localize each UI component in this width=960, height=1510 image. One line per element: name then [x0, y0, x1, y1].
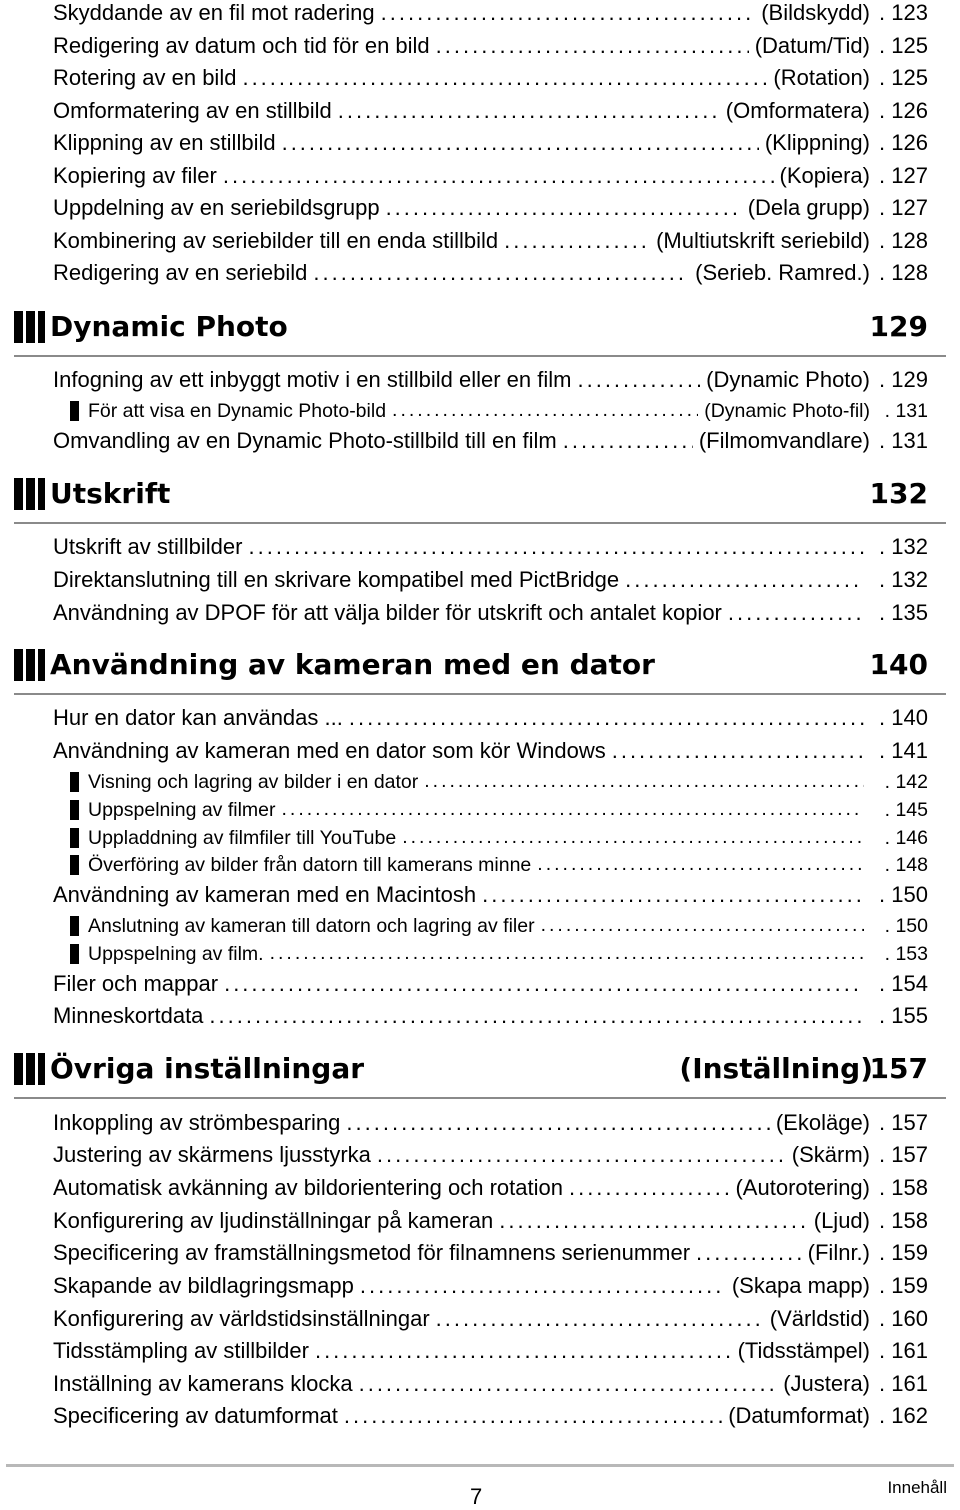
- toc-entry[interactable]: [53, 30, 928, 62]
- entry-ref: (Multiutskrift seriebild): [656, 228, 870, 253]
- dot-leader: [338, 100, 720, 122]
- entry-ref: (Serieb. Ramred.): [695, 260, 870, 285]
- section-heading[interactable]: [14, 311, 946, 357]
- entry-ref: (Dela grupp): [747, 195, 870, 220]
- entry-ref: (Omformatera): [725, 98, 870, 123]
- section-heading[interactable]: [14, 649, 946, 695]
- dot-leader: [270, 944, 864, 964]
- entry-title: Kopiering av filer: [53, 163, 217, 188]
- toc-subentry[interactable]: [70, 912, 928, 940]
- entry-title: Inställning av kamerans klocka: [53, 1371, 353, 1396]
- entry-title: Redigering av en seriebild: [53, 260, 308, 285]
- entry-title: Skyddande av en fil mot radering: [53, 0, 375, 25]
- toc-entry[interactable]: [53, 879, 928, 911]
- dot-leader: [537, 855, 864, 875]
- dot-leader: [313, 262, 689, 284]
- toc-entry[interactable]: [53, 531, 928, 563]
- entry-ref: (Kopiera): [779, 163, 870, 188]
- dot-leader: [377, 1144, 786, 1166]
- entry-title: Utskrift av stillbilder: [53, 534, 243, 559]
- entry-title: Minneskortdata: [53, 1003, 204, 1028]
- entry-ref: (Dynamic Photo): [706, 367, 870, 392]
- toc-entry[interactable]: [53, 735, 928, 767]
- toc-entry[interactable]: [53, 1237, 928, 1269]
- entry-title: Redigering av datum och tid för en bild: [53, 33, 430, 58]
- dot-leader: [696, 1242, 802, 1264]
- entry-title: Kombinering av seriebilder till en enda stillbild: [53, 228, 499, 253]
- entry-title: Konfigurering av världstidsinställningar: [53, 1306, 430, 1331]
- entry-title: Hur en dator kan användas ...: [53, 705, 343, 730]
- bullet-marker-icon: [70, 916, 79, 936]
- toc-entry[interactable]: [53, 968, 928, 1000]
- dot-leader: [346, 1112, 769, 1134]
- entry-title: Användning av DPOF för att välja bilder för utskrift och antalet kopior: [53, 600, 722, 625]
- entry-title: Inkoppling av strömbesparing: [53, 1110, 341, 1135]
- section-page: 140: [869, 648, 928, 681]
- dot-leader: [349, 707, 864, 729]
- entry-page: . 161: [870, 1338, 928, 1364]
- entry-title: Konfigurering av ljudinställningar på kameran: [53, 1208, 494, 1233]
- entry-page: . 162: [870, 1403, 928, 1429]
- section-bar-icon: [14, 478, 45, 510]
- entry-page: . 157: [870, 1110, 928, 1136]
- dot-leader: [612, 740, 864, 762]
- entry-title: Användning av kameran med en Macintosh: [53, 882, 477, 907]
- entry-title: Omformatering av en stillbild: [53, 98, 332, 123]
- toc-entry[interactable]: [53, 225, 928, 257]
- toc-entry[interactable]: [53, 597, 928, 629]
- toc-entry[interactable]: [53, 192, 928, 224]
- section-heading[interactable]: [14, 1053, 946, 1099]
- entry-title: Uppdelning av en seriebildsgrupp: [53, 195, 380, 220]
- entry-page: . 141: [870, 738, 928, 764]
- section-page: 157: [869, 1052, 928, 1085]
- toc-entry[interactable]: [53, 1335, 928, 1367]
- entry-page: . 150: [870, 882, 928, 908]
- dot-leader: [386, 197, 742, 219]
- entry-page: . 142: [870, 771, 928, 794]
- entry-ref: (Datum/Tid): [754, 33, 870, 58]
- entry-ref: (Ekoläge): [775, 1110, 870, 1135]
- dot-leader: [315, 1340, 732, 1362]
- entry-page: . 154: [870, 971, 928, 997]
- entry-page: . 158: [870, 1208, 928, 1234]
- entry-page: . 131: [870, 428, 928, 454]
- entry-page: . 126: [870, 98, 928, 124]
- entry-title: Omvandling av en Dynamic Photo-stillbild till en film: [53, 428, 557, 453]
- entry-ref: (Bildskydd): [761, 0, 870, 25]
- entry-page: . 160: [870, 1306, 928, 1332]
- entry-ref: (Skärm): [791, 1142, 870, 1167]
- dot-leader: [424, 772, 864, 792]
- entry-title: Tidsstämpling av stillbilder: [53, 1338, 309, 1363]
- dot-leader: [569, 1177, 730, 1199]
- entry-title: Automatisk avkänning av bildorientering och rotation: [53, 1175, 563, 1200]
- toc-entry[interactable]: [53, 1270, 928, 1302]
- entry-page: . 150: [870, 915, 928, 938]
- entry-page: . 131: [870, 400, 928, 423]
- section-title: Utskrift: [50, 477, 171, 510]
- entry-title: Specificering av datumformat: [53, 1403, 338, 1428]
- entry-title: För att visa en Dynamic Photo-bild: [88, 399, 387, 422]
- dot-leader: [223, 165, 774, 187]
- entry-page: . 155: [870, 1003, 928, 1029]
- entry-ref: (Klippning): [764, 130, 870, 155]
- dot-leader: [402, 828, 864, 848]
- dot-leader: [344, 1405, 722, 1427]
- entry-page: . 129: [870, 367, 928, 393]
- toc-entry[interactable]: [53, 1303, 928, 1335]
- entry-ref: (Filmomvandlare): [698, 428, 870, 453]
- toc-subentry[interactable]: [70, 397, 928, 425]
- toc-entry[interactable]: [53, 1107, 928, 1139]
- entry-page: . 125: [870, 65, 928, 91]
- section-page: 129: [869, 310, 928, 343]
- toc-entry[interactable]: [53, 364, 928, 396]
- entry-ref: (Dynamic Photo-fil): [704, 399, 870, 422]
- entry-page: . 145: [870, 799, 928, 822]
- toc-entry[interactable]: [53, 1172, 928, 1204]
- entry-title: Infogning av ett inbyggt motiv i en stillbild eller en film: [53, 367, 572, 392]
- dot-leader: [563, 430, 693, 452]
- entry-ref: (Tidsstämpel): [737, 1338, 870, 1363]
- bullet-marker-icon: [70, 828, 79, 848]
- section-ref: (Inställning): [679, 1052, 873, 1085]
- dot-leader: [359, 1373, 778, 1395]
- entry-ref: (Rotation): [773, 65, 870, 90]
- entry-title: Specificering av framställningsmetod för filnamnens serienummer: [53, 1240, 691, 1265]
- entry-title: Visning och lagring av bilder i en dator: [88, 770, 419, 793]
- entry-page: . 161: [870, 1371, 928, 1397]
- entry-ref: (Datumformat): [728, 1403, 870, 1428]
- footer-divider: [6, 1464, 954, 1467]
- dot-leader: [504, 230, 650, 252]
- entry-title: Anslutning av kameran till datorn och lagring av filer: [88, 914, 535, 937]
- entry-page: . 127: [870, 195, 928, 221]
- dot-leader: [381, 2, 756, 24]
- toc-entry[interactable]: [53, 1139, 928, 1171]
- footer-page-number: 7: [470, 1484, 483, 1509]
- entry-ref: (Filnr.): [807, 1240, 870, 1265]
- section-bar-icon: [14, 1053, 45, 1085]
- toc-entry[interactable]: [53, 1205, 928, 1237]
- dot-leader: [360, 1275, 726, 1297]
- entry-page: . 128: [870, 260, 928, 286]
- bullet-marker-icon: [70, 401, 79, 421]
- dot-leader: [541, 916, 864, 936]
- dot-leader: [282, 132, 759, 154]
- dot-leader: [242, 67, 767, 89]
- bullet-marker-icon: [70, 772, 79, 792]
- toc-entry[interactable]: [53, 425, 928, 457]
- entry-title: Rotering av en bild: [53, 65, 237, 90]
- dot-leader: [499, 1210, 807, 1232]
- entry-ref: (Skapa mapp): [731, 1273, 870, 1298]
- entry-page: . 135: [870, 600, 928, 626]
- section-title: Övriga inställningar: [50, 1052, 365, 1085]
- toc-subentry[interactable]: [70, 768, 928, 796]
- section-title: Användning av kameran med en dator: [50, 648, 655, 681]
- toc-subentry[interactable]: [70, 796, 928, 824]
- toc-entry[interactable]: [53, 702, 928, 734]
- entry-page: . 125: [870, 33, 928, 59]
- toc-entry[interactable]: [53, 257, 928, 289]
- dot-leader: [577, 369, 700, 391]
- dot-leader: [728, 602, 864, 624]
- toc-subentry[interactable]: [70, 851, 928, 879]
- entry-title: Skapande av bildlagringsmapp: [53, 1273, 354, 1298]
- entry-title: Filer och mappar: [53, 971, 219, 996]
- bullet-marker-icon: [70, 800, 79, 820]
- entry-title: Justering av skärmens ljusstyrka: [53, 1142, 371, 1167]
- section-bar-icon: [14, 649, 45, 681]
- toc-subentry[interactable]: [70, 940, 928, 968]
- entry-page: . 157: [870, 1142, 928, 1168]
- toc-entry[interactable]: [53, 95, 928, 127]
- entry-page: . 132: [870, 567, 928, 593]
- dot-leader: [392, 401, 698, 421]
- entry-title: Uppladdning av filmfiler till YouTube: [88, 826, 397, 849]
- entry-page: . 159: [870, 1273, 928, 1299]
- entry-page: . 123: [870, 0, 928, 26]
- entry-title: Överföring av bilder från datorn till kamerans minne: [88, 853, 532, 876]
- section-bar-icon: [14, 311, 45, 343]
- entry-page: . 148: [870, 854, 928, 877]
- entry-title: Uppspelning av film.: [88, 942, 264, 965]
- toc-entry[interactable]: [53, 160, 928, 192]
- entry-title: Klippning av en stillbild: [53, 130, 276, 155]
- toc-entry[interactable]: [53, 564, 928, 596]
- entry-page: . 132: [870, 534, 928, 560]
- entry-page: . 158: [870, 1175, 928, 1201]
- entry-ref: (Autorotering): [735, 1175, 870, 1200]
- entry-page: . 127: [870, 163, 928, 189]
- toc-entry[interactable]: [53, 1000, 928, 1032]
- bullet-marker-icon: [70, 944, 79, 964]
- dot-leader: [282, 800, 864, 820]
- entry-ref: (Ljud): [813, 1208, 870, 1233]
- entry-page: . 146: [870, 827, 928, 850]
- dot-leader: [224, 973, 864, 995]
- bullet-marker-icon: [70, 855, 79, 875]
- entry-title: Uppspelning av filmer: [88, 798, 276, 821]
- toc-entry[interactable]: [53, 127, 928, 159]
- dot-leader: [436, 35, 749, 57]
- toc-entry[interactable]: [53, 1368, 928, 1400]
- section-page: 132: [869, 477, 928, 510]
- dot-leader: [209, 1005, 864, 1027]
- dot-leader: [482, 884, 864, 906]
- entry-page: . 128: [870, 228, 928, 254]
- footer-label[interactable]: Innehåll: [887, 1478, 947, 1497]
- toc-entry[interactable]: [53, 0, 928, 29]
- entry-page: . 159: [870, 1240, 928, 1266]
- dot-leader: [248, 536, 864, 558]
- entry-ref: (Världstid): [769, 1306, 870, 1331]
- entry-page: . 153: [870, 943, 928, 966]
- toc-entry[interactable]: [53, 62, 928, 94]
- section-title: Dynamic Photo: [50, 310, 288, 343]
- dot-leader: [625, 569, 864, 591]
- entry-page: . 126: [870, 130, 928, 156]
- entry-title: Direktanslutning till en skrivare kompatibel med PictBridge: [53, 567, 620, 592]
- entry-title: Användning av kameran med en dator som kör Windows: [53, 738, 606, 763]
- section-heading[interactable]: [14, 478, 946, 524]
- dot-leader: [436, 1308, 764, 1330]
- entry-ref: (Justera): [783, 1371, 870, 1396]
- entry-page: . 140: [870, 705, 928, 731]
- toc-subentry[interactable]: [70, 824, 928, 852]
- toc-entry[interactable]: [53, 1400, 928, 1432]
